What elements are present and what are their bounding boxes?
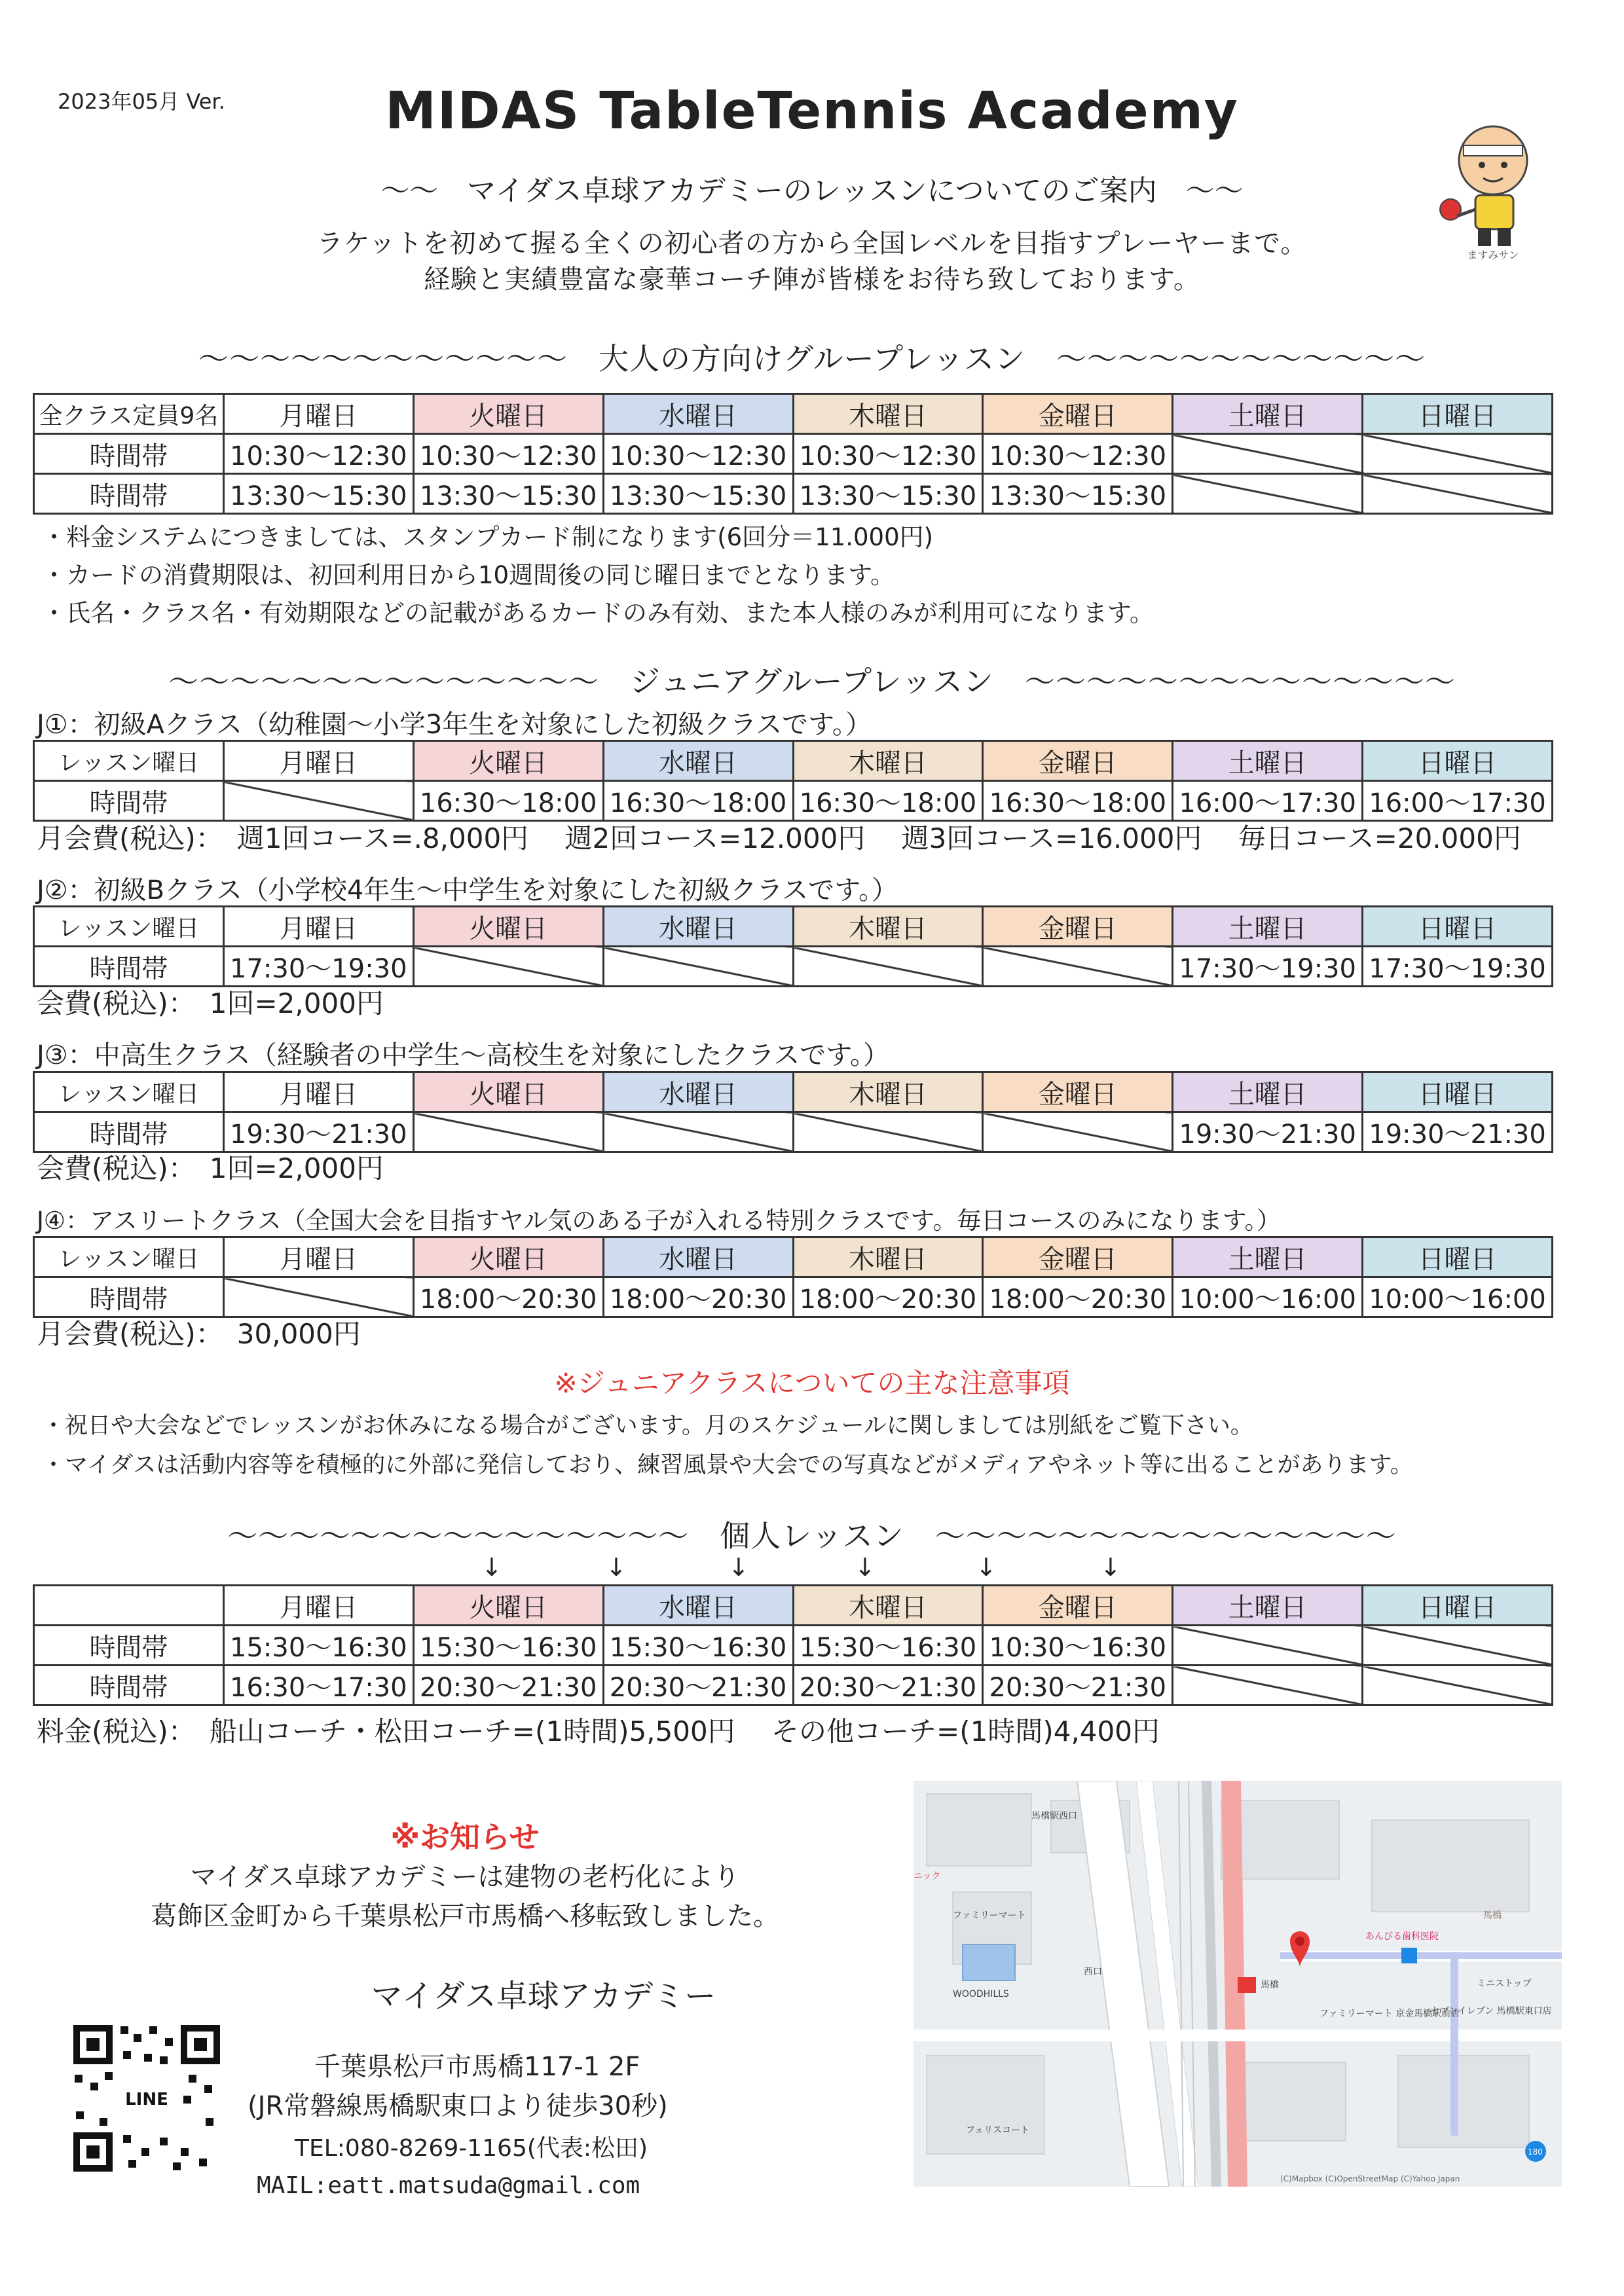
private-fee: 料金(税込)： 船山コーチ・松田コーチ=(1時間)5,500円 その他コーチ=(1時間)4,400円	[37, 1715, 1160, 1747]
day-header-fri: 金曜日	[983, 1237, 1173, 1277]
day-header-sat: 土曜日	[1173, 1237, 1363, 1277]
day-header-mon: 月曜日	[223, 1237, 413, 1277]
day-header-fri: 金曜日	[983, 1072, 1173, 1112]
day-header-tue: 火曜日	[413, 741, 603, 781]
day-header-wed: 水曜日	[603, 907, 793, 947]
time-cell: 16:30～17:30	[223, 1666, 413, 1705]
time-cell: 10:00～16:00	[1173, 1277, 1363, 1317]
access: (JR常磐線馬橋駅東口より徒歩30秒)	[248, 2091, 668, 2121]
arrow-down-icon: ↓	[728, 1553, 749, 1582]
time-cell: 13:30～15:30	[983, 474, 1173, 514]
map-road-number: 180	[1528, 2147, 1543, 2157]
day-header-fri: 金曜日	[983, 394, 1173, 434]
map-label-umabashi: 馬橋	[1483, 1910, 1502, 1921]
j4-schedule-table	[33, 1236, 1553, 1318]
day-header-wed: 水曜日	[603, 1072, 793, 1112]
day-header-tue: 火曜日	[413, 1072, 603, 1112]
map-label-familymart-1: ファミリーマート	[953, 1910, 1026, 1921]
junior-caution-1: ・祝日や大会などでレッスンがお休みになる場合がございます。月のスケジュールに関しましては別紙をご覧下さい。	[42, 1413, 1253, 1439]
time-cell: 20:30～21:30	[793, 1666, 983, 1705]
empty-cell	[1173, 1666, 1363, 1705]
row-label: 時間帯	[34, 434, 224, 474]
day-header-tue: 火曜日	[413, 907, 603, 947]
empty-cell	[1173, 434, 1363, 474]
intro-line-2: 経験と実績豊富な豪華コーチ陣が皆様をお待ち致しております。	[424, 264, 1200, 295]
time-cell: 10:30～12:30	[793, 434, 983, 474]
mascot-caption: ますみサン	[1467, 249, 1519, 261]
adult-note-3: ・氏名・クラス名・有効期限などの記載があるカードのみ有効、また本人様のみが利用可になります。	[42, 599, 1154, 627]
lesson-day-label: レッスン曜日	[34, 1072, 224, 1112]
j4-fee: 月会費(税込)： 30,000円	[37, 1318, 361, 1350]
row-label: 時間帯	[34, 474, 224, 514]
empty-cell	[793, 1112, 983, 1152]
time-cell: 18:00～20:30	[983, 1277, 1173, 1317]
academy-name: マイダス卓球アカデミー	[371, 1978, 716, 2014]
empty-cell	[1173, 1626, 1363, 1666]
day-header-mon: 月曜日	[223, 1586, 413, 1626]
day-header-fri: 金曜日	[983, 1586, 1173, 1626]
day-header-tue: 火曜日	[413, 1586, 603, 1626]
day-header-sat: 土曜日	[1173, 394, 1363, 434]
empty-cell	[793, 947, 983, 987]
page-subtitle: ～～ マイダス卓球アカデミーのレッスンについてのご案内 ～～	[380, 174, 1244, 208]
line-qr-code-icon[interactable]	[68, 2020, 225, 2177]
map-label-woodhills: WOODHILLS	[953, 1989, 1009, 1999]
map-label-dental: あんびる歯科医院	[1365, 1931, 1439, 1942]
time-cell: 13:30～15:30	[793, 474, 983, 514]
day-header-thu: 木曜日	[793, 394, 983, 434]
map-label-seven: セブンイレブン 馬橋駅東口店	[1431, 2006, 1552, 2016]
time-cell: 16:30～18:00	[413, 781, 603, 821]
time-cell: 16:30～18:00	[603, 781, 793, 821]
time-cell: 16:00～17:30	[1173, 781, 1363, 821]
empty-cell	[1363, 1626, 1553, 1666]
empty-cell	[1363, 474, 1553, 514]
intro-line-1: ラケットを初めて握る全くの初心者の方から全国レベルを目指すプレーヤーまで。	[316, 228, 1308, 259]
time-cell: 16:30～18:00	[983, 781, 1173, 821]
day-header-wed: 水曜日	[603, 394, 793, 434]
row-label: 時間帯	[34, 1277, 224, 1317]
j1-fee: 月会費(税込)： 週1回コース=.8,000円 週2回コース=12.000円 週3回コース=16.000円 毎日コース=20.000円	[37, 822, 1521, 854]
version-label: 2023年05月 Ver.	[58, 89, 225, 114]
time-cell: 10:30～16:30	[983, 1626, 1173, 1666]
arrow-down-icon: ↓	[481, 1553, 502, 1582]
time-cell: 19:30～21:30	[223, 1112, 413, 1152]
j3-schedule-table	[33, 1071, 1553, 1153]
day-header-thu: 木曜日	[793, 1586, 983, 1626]
private-section-heading: ～～～～～～～～～～～～～～～ 個人レッスン ～～～～～～～～～～～～～～～	[227, 1518, 1397, 1554]
time-cell: 20:30～21:30	[603, 1666, 793, 1705]
junior-section-heading: ～～～～～～～～～～～～～～ ジュニアグループレッスン ～～～～～～～～～～～～～～	[168, 664, 1456, 699]
time-cell: 13:30～15:30	[603, 474, 793, 514]
notice-line-1: マイダス卓球アカデミーは建物の老朽化により	[190, 1862, 740, 1892]
lesson-day-label: レッスン曜日	[34, 1237, 224, 1277]
junior-caution-2: ・マイダスは活動内容等を積極的に外部に発信しており、練習風景や大会での写真などがメディアやネット等に出ることがあります。	[42, 1452, 1413, 1478]
row-label: 時間帯	[34, 947, 224, 987]
day-header-sat: 土曜日	[1173, 741, 1363, 781]
adult-corner-cell: 全クラス定員9名	[34, 394, 224, 434]
map-label-west: 西口	[1084, 1967, 1102, 1977]
j4-label: J④：アスリートクラス（全国大会を目指すヤル気のある子が入れる特別クラスです。毎日コースのみになります。）	[37, 1207, 1281, 1235]
adult-schedule-table	[33, 393, 1553, 515]
map-label-station-west: 馬橋駅西口	[1031, 1811, 1077, 1821]
j2-fee: 会費(税込)： 1回=2,000円	[37, 987, 384, 1019]
day-header-mon: 月曜日	[223, 907, 413, 947]
day-header-sat: 土曜日	[1173, 1586, 1363, 1626]
arrow-down-icon: ↓	[606, 1553, 627, 1582]
map-label-familymart-2: ファミリーマート 京金馬橋駅前店	[1320, 2009, 1460, 2019]
time-cell: 18:00～20:30	[603, 1277, 793, 1317]
address: 千葉県松戸市馬橋117-1 2F	[314, 2052, 640, 2082]
day-header-sun: 日曜日	[1363, 1072, 1553, 1112]
day-header-sat: 土曜日	[1173, 1072, 1363, 1112]
time-cell: 17:30～19:30	[223, 947, 413, 987]
notice-line-2: 葛飾区金町から千葉県松戸市馬橋へ移転致しました。	[151, 1901, 779, 1931]
time-cell: 15:30～16:30	[793, 1626, 983, 1666]
day-header-thu: 木曜日	[793, 1072, 983, 1112]
day-header-wed: 水曜日	[603, 741, 793, 781]
empty-cell	[1173, 474, 1363, 514]
time-cell: 20:30～21:30	[413, 1666, 603, 1705]
access-map[interactable]	[913, 1781, 1562, 2187]
day-header-mon: 月曜日	[223, 1072, 413, 1112]
empty-cell	[983, 1112, 1173, 1152]
day-header-sat: 土曜日	[1173, 907, 1363, 947]
row-label: 時間帯	[34, 1626, 224, 1666]
empty-cell	[223, 1277, 413, 1317]
map-credit: (C)Mapbox (C)OpenStreetMap (C)Yahoo Japan	[1280, 2174, 1460, 2183]
adult-note-2: ・カードの消費期限は、初回利用日から10週間後の同じ曜日までとなります。	[42, 561, 895, 589]
day-header-mon: 月曜日	[223, 394, 413, 434]
day-header-sun: 日曜日	[1363, 394, 1553, 434]
map-label-ministop: ミニストップ	[1477, 1978, 1532, 1989]
day-header-mon: 月曜日	[223, 741, 413, 781]
row-label: 時間帯	[34, 1666, 224, 1705]
empty-cell	[603, 1112, 793, 1152]
time-cell: 10:00～16:00	[1363, 1277, 1553, 1317]
empty-cell	[1363, 1666, 1553, 1705]
time-cell: 17:30～19:30	[1363, 947, 1553, 987]
time-cell: 13:30～15:30	[413, 474, 603, 514]
time-cell: 10:30～12:30	[603, 434, 793, 474]
j3-fee: 会費(税込)： 1回=2,000円	[37, 1152, 384, 1184]
time-cell: 15:30～16:30	[413, 1626, 603, 1666]
time-cell: 15:30～16:30	[223, 1626, 413, 1666]
j1-label: J①：初級Aクラス（幼稚園～小学3年生を対象にした初級クラスです。）	[37, 710, 872, 740]
j2-label: J②：初級Bクラス（小学校4年生～中学生を対象にした初級クラスです。）	[37, 875, 898, 905]
qr-line-label: LINE	[125, 2090, 168, 2109]
time-cell: 20:30～21:30	[983, 1666, 1173, 1705]
day-header-fri: 金曜日	[983, 907, 1173, 947]
lesson-day-label: レッスン曜日	[34, 741, 224, 781]
page-title: MIDAS TableTennis Academy	[385, 82, 1239, 141]
junior-caution-title: ※ジュニアクラスについての主な注意事項	[554, 1367, 1070, 1399]
map-label-station: 馬橋	[1261, 1980, 1279, 1990]
time-cell: 10:30～12:30	[983, 434, 1173, 474]
time-cell: 13:30～15:30	[223, 474, 413, 514]
day-header-tue: 火曜日	[413, 1237, 603, 1277]
time-cell: 17:30～19:30	[1173, 947, 1363, 987]
day-header-thu: 木曜日	[793, 1237, 983, 1277]
mascot-illustration	[1418, 111, 1568, 262]
time-cell: 16:30～18:00	[793, 781, 983, 821]
time-cell: 18:00～20:30	[793, 1277, 983, 1317]
day-header-sun: 日曜日	[1363, 1237, 1553, 1277]
lesson-day-label: レッスン曜日	[34, 907, 224, 947]
day-header-thu: 木曜日	[793, 741, 983, 781]
empty-cell	[413, 947, 603, 987]
adult-section-heading: ～～～～～～～～～～～～ 大人の方向けグループレッスン ～～～～～～～～～～～～	[198, 341, 1426, 376]
time-cell: 16:00～17:30	[1363, 781, 1553, 821]
time-cell: 10:30～12:30	[413, 434, 603, 474]
day-header-sun: 日曜日	[1363, 741, 1553, 781]
empty-cell	[983, 947, 1173, 987]
time-cell: 19:30～21:30	[1173, 1112, 1363, 1152]
time-cell: 19:30～21:30	[1363, 1112, 1553, 1152]
day-header-wed: 水曜日	[603, 1237, 793, 1277]
day-header-tue: 火曜日	[413, 394, 603, 434]
arrow-down-icon: ↓	[855, 1553, 876, 1582]
arrow-down-icon: ↓	[1100, 1553, 1121, 1582]
j2-schedule-table	[33, 905, 1553, 987]
j3-label: J③：中高生クラス（経験者の中学生～高校生を対象にしたクラスです。）	[37, 1040, 890, 1070]
day-header-sun: 日曜日	[1363, 1586, 1553, 1626]
day-header-wed: 水曜日	[603, 1586, 793, 1626]
private-schedule-table	[33, 1584, 1553, 1706]
empty-cell	[603, 947, 793, 987]
email[interactable]: MAIL:eatt.matsuda@gmail.com	[257, 2172, 640, 2199]
time-cell: 15:30～16:30	[603, 1626, 793, 1666]
empty-cell	[413, 1112, 603, 1152]
time-cell: 18:00～20:30	[413, 1277, 603, 1317]
row-label: 時間帯	[34, 781, 224, 821]
empty-cell	[223, 781, 413, 821]
empty-cell	[1363, 434, 1553, 474]
arrow-down-icon: ↓	[976, 1553, 997, 1582]
day-header-sun: 日曜日	[1363, 907, 1553, 947]
day-header-thu: 木曜日	[793, 907, 983, 947]
adult-note-1: ・料金システムにつきましては、スタンプカード制になります(6回分＝11.000円)	[42, 523, 934, 551]
corner-cell	[34, 1586, 224, 1626]
notice-title: ※お知らせ	[390, 1819, 540, 1855]
time-cell: 10:30～12:30	[223, 434, 413, 474]
map-label-clinic: ニック	[913, 1871, 941, 1882]
map-label-ferris: フェリスコート	[966, 2125, 1030, 2136]
telephone[interactable]: TEL:080-8269-1165(代表:松田)	[295, 2135, 648, 2162]
day-header-fri: 金曜日	[983, 741, 1173, 781]
j1-schedule-table	[33, 740, 1553, 822]
row-label: 時間帯	[34, 1112, 224, 1152]
